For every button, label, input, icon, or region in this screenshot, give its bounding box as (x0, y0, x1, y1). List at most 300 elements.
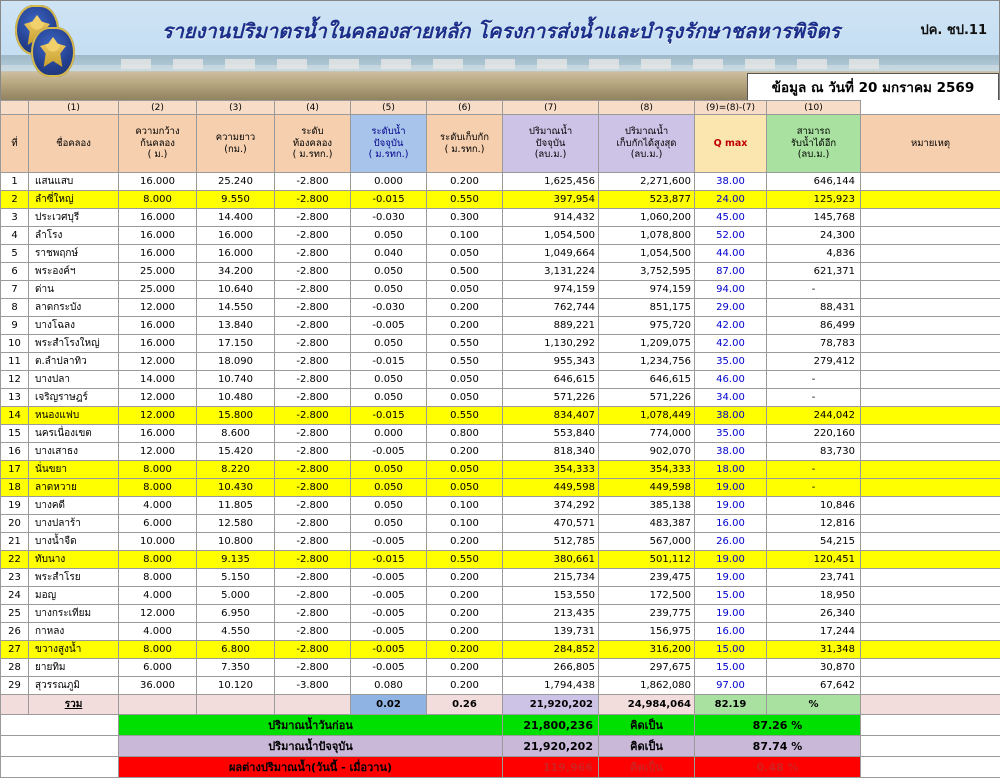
row-number: 12 (1, 371, 29, 389)
summary-row (1, 757, 1000, 778)
remaining-capacity: 4,836 (767, 245, 861, 263)
col-number-3: (3) (197, 101, 275, 115)
banner-skyline (121, 59, 881, 69)
canal-name: บางน้ำจืด (29, 533, 119, 551)
column-header-label: ปริมาณน้ำ ปัจจุบัน (528, 125, 573, 149)
q-max: 34.00 (695, 389, 767, 407)
max-storage-volume: 354,333 (599, 461, 695, 479)
storage-level: 0.200 (427, 569, 503, 587)
current-volume: 974,159 (503, 281, 599, 299)
remaining-capacity: 12,816 (767, 515, 861, 533)
table-row[interactable] (1, 497, 1000, 515)
remark (861, 443, 1000, 461)
column-header-label: Q max (713, 137, 748, 149)
table-header-row (1, 115, 1000, 173)
column-header-5 (351, 115, 427, 173)
table-row[interactable] (1, 587, 1000, 605)
canal-length: 10.480 (197, 389, 275, 407)
column-header-1 (29, 115, 119, 173)
canal-length: 16.000 (197, 245, 275, 263)
bed-width: 4.000 (119, 587, 197, 605)
summary-percent: 87.74 % (695, 736, 861, 757)
bed-level: -2.800 (275, 227, 351, 245)
storage-level: 0.200 (427, 641, 503, 659)
table-row[interactable] (1, 191, 1000, 209)
max-storage-volume: 239,475 (599, 569, 695, 587)
column-number-row (1, 101, 1000, 115)
column-header-2 (119, 115, 197, 173)
current-volume: 139,731 (503, 623, 599, 641)
canal-length: 6.950 (197, 605, 275, 623)
bed-width: 12.000 (119, 299, 197, 317)
bed-level: -2.800 (275, 173, 351, 191)
canal-length: 5.150 (197, 569, 275, 587)
bed-width: 12.000 (119, 443, 197, 461)
row-number: 16 (1, 443, 29, 461)
max-storage-volume: 1,209,075 (599, 335, 695, 353)
col-number-9: (9)=(8)-(7) (695, 101, 767, 115)
storage-level: 0.200 (427, 623, 503, 641)
max-storage-volume: 1,060,200 (599, 209, 695, 227)
row-number: 17 (1, 461, 29, 479)
remaining-capacity: 18,950 (767, 587, 861, 605)
max-storage-volume: 1,078,800 (599, 227, 695, 245)
total-blank-4 (275, 695, 351, 715)
column-header-11 (861, 115, 1000, 173)
canal-name: แสนแสบ (29, 173, 119, 191)
row-number: 20 (1, 515, 29, 533)
bed-level: -2.800 (275, 479, 351, 497)
storage-level: 0.200 (427, 587, 503, 605)
storage-level: 0.050 (427, 461, 503, 479)
current-water-level: 0.080 (351, 677, 427, 695)
data-date-label: ข้อมูล ณ วันที่ 20 มกราคม 2569 (747, 73, 999, 100)
column-header-9 (695, 115, 767, 173)
table-row[interactable] (1, 173, 1000, 191)
total-blank-3 (197, 695, 275, 715)
remark (861, 191, 1000, 209)
remark (861, 515, 1000, 533)
current-volume: 470,571 (503, 515, 599, 533)
summary-middle-label: คิดเป็น (599, 736, 695, 757)
bed-level: -2.800 (275, 659, 351, 677)
remaining-capacity: 24,300 (767, 227, 861, 245)
storage-level: 0.050 (427, 245, 503, 263)
column-header-label: ชื่อคลอง (56, 137, 91, 149)
remaining-capacity: 145,768 (767, 209, 861, 227)
col-number-6: (6) (427, 101, 503, 115)
canal-name: พระองค์ฯ (29, 263, 119, 281)
column-header-label: ที่ (11, 137, 18, 149)
bed-level: -2.800 (275, 623, 351, 641)
summary-blank-right (861, 715, 1000, 736)
bed-width: 12.000 (119, 407, 197, 425)
max-storage-volume: 975,720 (599, 317, 695, 335)
row-number: 7 (1, 281, 29, 299)
storage-level: 0.100 (427, 497, 503, 515)
row-number: 24 (1, 587, 29, 605)
table-row[interactable] (1, 461, 1000, 479)
current-water-level: 0.050 (351, 497, 427, 515)
remaining-capacity: - (767, 371, 861, 389)
remaining-capacity: 86,499 (767, 317, 861, 335)
canal-name: ลำซี่ใหญ่ (29, 191, 119, 209)
bed-level: -2.800 (275, 425, 351, 443)
bed-level: -2.800 (275, 299, 351, 317)
row-number: 28 (1, 659, 29, 677)
summary-label: ปริมาณน้ำวันก่อน (119, 715, 503, 736)
total-label: รวม (29, 695, 119, 715)
col-number-7: (7) (503, 101, 599, 115)
current-volume: 1,130,292 (503, 335, 599, 353)
table-row[interactable] (1, 227, 1000, 245)
row-number: 2 (1, 191, 29, 209)
remaining-capacity: 23,741 (767, 569, 861, 587)
current-volume: 1,794,438 (503, 677, 599, 695)
row-number: 8 (1, 299, 29, 317)
remaining-capacity: 67,642 (767, 677, 861, 695)
remark (861, 263, 1000, 281)
remaining-capacity: 83,730 (767, 443, 861, 461)
bed-level: -2.800 (275, 641, 351, 659)
storage-level: 0.200 (427, 677, 503, 695)
max-storage-volume: 316,200 (599, 641, 695, 659)
table-row[interactable] (1, 263, 1000, 281)
table-row[interactable] (1, 551, 1000, 569)
table-row[interactable] (1, 317, 1000, 335)
current-water-level: 0.000 (351, 173, 427, 191)
row-number: 13 (1, 389, 29, 407)
bed-width: 6.000 (119, 659, 197, 677)
bed-level: -2.800 (275, 569, 351, 587)
column-header-label: หมายเหตุ (910, 137, 951, 149)
remaining-capacity: 88,431 (767, 299, 861, 317)
canal-length: 10.740 (197, 371, 275, 389)
canal-length: 16.000 (197, 227, 275, 245)
table-row[interactable] (1, 479, 1000, 497)
column-header-label: ระดับเก็บกัก (440, 131, 489, 143)
canal-length: 13.840 (197, 317, 275, 335)
table-row[interactable] (1, 245, 1000, 263)
remark (861, 677, 1000, 695)
row-number: 10 (1, 335, 29, 353)
total-blank-5 (861, 695, 1000, 715)
canal-length: 8.220 (197, 461, 275, 479)
bed-level: -2.800 (275, 515, 351, 533)
summary-middle-label: คิดเป็น (599, 757, 695, 778)
current-volume: 1,054,500 (503, 227, 599, 245)
max-storage-volume: 1,078,449 (599, 407, 695, 425)
canal-name: ต.ลำปลาทิว (29, 353, 119, 371)
remark (861, 587, 1000, 605)
table-row[interactable] (1, 371, 1000, 389)
row-number: 9 (1, 317, 29, 335)
remark (861, 353, 1000, 371)
summary-blank-left (1, 757, 119, 778)
bed-level: -2.800 (275, 389, 351, 407)
table-row[interactable] (1, 677, 1000, 695)
current-water-level: -0.015 (351, 353, 427, 371)
current-volume: 646,615 (503, 371, 599, 389)
summary-row (1, 736, 1000, 757)
max-storage-volume: 1,054,500 (599, 245, 695, 263)
row-number: 5 (1, 245, 29, 263)
current-water-level: -0.030 (351, 299, 427, 317)
row-number: 18 (1, 479, 29, 497)
current-volume: 284,852 (503, 641, 599, 659)
storage-level: 0.550 (427, 407, 503, 425)
remaining-capacity: 220,160 (767, 425, 861, 443)
max-storage-volume: 902,070 (599, 443, 695, 461)
canal-length: 14.400 (197, 209, 275, 227)
max-storage-volume: 571,226 (599, 389, 695, 407)
canal-length: 15.800 (197, 407, 275, 425)
canal-length: 12.580 (197, 515, 275, 533)
remark (861, 335, 1000, 353)
max-storage-volume: 1,862,080 (599, 677, 695, 695)
max-storage-volume: 2,271,600 (599, 173, 695, 191)
canal-length: 34.200 (197, 263, 275, 281)
max-storage-volume: 523,877 (599, 191, 695, 209)
canal-length: 10.120 (197, 677, 275, 695)
current-volume: 818,340 (503, 443, 599, 461)
canal-name: ประเวศบุรี (29, 209, 119, 227)
bed-width: 8.000 (119, 461, 197, 479)
summary-value: 119,966 (503, 757, 599, 778)
column-header-0 (1, 115, 29, 173)
max-storage-volume: 3,752,595 (599, 263, 695, 281)
col-number-1: (1) (29, 101, 119, 115)
current-water-level: 0.050 (351, 371, 427, 389)
storage-level: 0.200 (427, 533, 503, 551)
max-storage-volume: 449,598 (599, 479, 695, 497)
current-volume: 3,131,224 (503, 263, 599, 281)
canal-name: บางกระเทียม (29, 605, 119, 623)
table-row[interactable] (1, 299, 1000, 317)
current-water-level: 0.000 (351, 425, 427, 443)
bed-level: -2.800 (275, 497, 351, 515)
q-max: 19.00 (695, 497, 767, 515)
storage-level: 0.200 (427, 605, 503, 623)
q-max: 97.00 (695, 677, 767, 695)
storage-level: 0.500 (427, 263, 503, 281)
total-row (1, 695, 1000, 715)
q-max: 19.00 (695, 605, 767, 623)
bed-level: -2.800 (275, 443, 351, 461)
table-row[interactable] (1, 515, 1000, 533)
column-header-unit: (ลบ.ม.) (534, 149, 567, 161)
total-percent: 82.19 (695, 695, 767, 715)
storage-level: 0.100 (427, 515, 503, 533)
q-max: 52.00 (695, 227, 767, 245)
remark (861, 281, 1000, 299)
max-storage-volume: 172,500 (599, 587, 695, 605)
canal-length: 5.000 (197, 587, 275, 605)
page-title: รายงานปริมาตรน้ำในคลองสายหลัก โครงการส่งน้ำและบำรุงรักษาชลหารพิจิตร (161, 19, 841, 43)
bed-width: 10.000 (119, 533, 197, 551)
max-storage-volume: 156,975 (599, 623, 695, 641)
remaining-capacity: 279,412 (767, 353, 861, 371)
bed-width: 12.000 (119, 353, 197, 371)
column-header-unit: ( ม.) (147, 149, 168, 161)
current-water-level: -0.005 (351, 317, 427, 335)
total-max-volume: 24,984,064 (599, 695, 695, 715)
row-number: 26 (1, 623, 29, 641)
table-row[interactable] (1, 605, 1000, 623)
remark (861, 461, 1000, 479)
canal-name: นครเนื่องเขต (29, 425, 119, 443)
canal-name: ราชพฤกษ์ (29, 245, 119, 263)
summary-value: 21,800,236 (503, 715, 599, 736)
canal-name: พระสำโรย (29, 569, 119, 587)
column-header-6 (427, 115, 503, 173)
storage-level: 0.050 (427, 389, 503, 407)
bed-width: 8.000 (119, 569, 197, 587)
table-row[interactable] (1, 443, 1000, 461)
table-row[interactable] (1, 533, 1000, 551)
current-volume: 266,805 (503, 659, 599, 677)
q-max: 29.00 (695, 299, 767, 317)
max-storage-volume: 851,175 (599, 299, 695, 317)
canal-name: บางปลาร้า (29, 515, 119, 533)
column-header-4 (275, 115, 351, 173)
max-storage-volume: 1,234,756 (599, 353, 695, 371)
canal-name: สุวรรณภูมิ (29, 677, 119, 695)
canal-name: บางเสาธง (29, 443, 119, 461)
row-number: 3 (1, 209, 29, 227)
row-number: 22 (1, 551, 29, 569)
current-volume: 397,954 (503, 191, 599, 209)
q-max: 19.00 (695, 479, 767, 497)
storage-level: 0.050 (427, 371, 503, 389)
bed-level: -2.800 (275, 407, 351, 425)
bed-width: 16.000 (119, 317, 197, 335)
current-water-level: 0.050 (351, 389, 427, 407)
remaining-capacity: 125,923 (767, 191, 861, 209)
table-row[interactable] (1, 209, 1000, 227)
q-max: 45.00 (695, 209, 767, 227)
q-max: 19.00 (695, 569, 767, 587)
remaining-capacity: 78,783 (767, 335, 861, 353)
remark (861, 533, 1000, 551)
bed-width: 16.000 (119, 425, 197, 443)
current-volume: 380,661 (503, 551, 599, 569)
canal-length: 17.150 (197, 335, 275, 353)
q-max: 42.00 (695, 317, 767, 335)
table-row[interactable] (1, 389, 1000, 407)
canal-name: ขวางสูงน้ำ (29, 641, 119, 659)
canal-length: 10.800 (197, 533, 275, 551)
remark (861, 641, 1000, 659)
canal-name: หนองแฟบ (29, 407, 119, 425)
current-water-level: -0.005 (351, 569, 427, 587)
bed-width: 25.000 (119, 281, 197, 299)
canal-length: 14.550 (197, 299, 275, 317)
canal-length: 9.135 (197, 551, 275, 569)
remark (861, 299, 1000, 317)
bed-level: -2.800 (275, 353, 351, 371)
summary-label: ปริมาณน้ำปัจจุบัน (119, 736, 503, 757)
col-number-0 (1, 101, 29, 115)
column-header-label: ระดับน้ำ ปัจจุบัน (371, 125, 406, 149)
storage-level: 0.200 (427, 443, 503, 461)
table-row[interactable] (1, 407, 1000, 425)
column-header-unit: (ลบ.ม.) (797, 149, 830, 161)
row-number: 21 (1, 533, 29, 551)
max-storage-volume: 646,615 (599, 371, 695, 389)
canal-volume-table (0, 100, 1000, 778)
remaining-capacity: 31,348 (767, 641, 861, 659)
table-row[interactable] (1, 281, 1000, 299)
bed-width: 16.000 (119, 335, 197, 353)
total-current-volume: 21,920,202 (503, 695, 599, 715)
storage-level: 0.200 (427, 299, 503, 317)
bed-width: 16.000 (119, 173, 197, 191)
row-number: 14 (1, 407, 29, 425)
canal-length: 7.350 (197, 659, 275, 677)
remark (861, 497, 1000, 515)
q-max: 15.00 (695, 641, 767, 659)
table-row[interactable] (1, 659, 1000, 677)
summary-blank-left (1, 736, 119, 757)
current-volume: 354,333 (503, 461, 599, 479)
canal-name: บางโฉลง (29, 317, 119, 335)
max-storage-volume: 774,000 (599, 425, 695, 443)
storage-level: 0.550 (427, 551, 503, 569)
canal-name: กาหลง (29, 623, 119, 641)
col-number-8: (8) (599, 101, 695, 115)
row-number: 27 (1, 641, 29, 659)
table-row[interactable] (1, 569, 1000, 587)
bed-level: -3.800 (275, 677, 351, 695)
remark (861, 389, 1000, 407)
column-header-label: ระดับ ท้องคลอง (292, 125, 333, 149)
canal-length: 4.550 (197, 623, 275, 641)
table-row[interactable] (1, 623, 1000, 641)
current-volume: 571,226 (503, 389, 599, 407)
row-number: 1 (1, 173, 29, 191)
row-number: 23 (1, 569, 29, 587)
column-header-label: ความยาว (215, 131, 256, 143)
canal-name: บางคดี (29, 497, 119, 515)
table-row[interactable] (1, 425, 1000, 443)
remark (861, 425, 1000, 443)
bed-width: 16.000 (119, 227, 197, 245)
table-row[interactable] (1, 353, 1000, 371)
column-header-3 (197, 115, 275, 173)
bed-width: 36.000 (119, 677, 197, 695)
bed-level: -2.800 (275, 371, 351, 389)
current-water-level: -0.015 (351, 551, 427, 569)
current-volume: 213,435 (503, 605, 599, 623)
table-row[interactable] (1, 335, 1000, 353)
current-water-level: 0.050 (351, 335, 427, 353)
max-storage-volume: 239,775 (599, 605, 695, 623)
bed-width: 16.000 (119, 245, 197, 263)
remaining-capacity: - (767, 461, 861, 479)
canal-name: ลำโรง (29, 227, 119, 245)
remark (861, 659, 1000, 677)
col-number-2: (2) (119, 101, 197, 115)
current-water-level: -0.005 (351, 623, 427, 641)
bed-width: 4.000 (119, 497, 197, 515)
remark (861, 407, 1000, 425)
column-header-unit: ( ม.รทก.) (444, 143, 485, 155)
table-row[interactable] (1, 641, 1000, 659)
bed-width: 16.000 (119, 209, 197, 227)
bed-width: 25.000 (119, 263, 197, 281)
current-water-level: -0.005 (351, 443, 427, 461)
